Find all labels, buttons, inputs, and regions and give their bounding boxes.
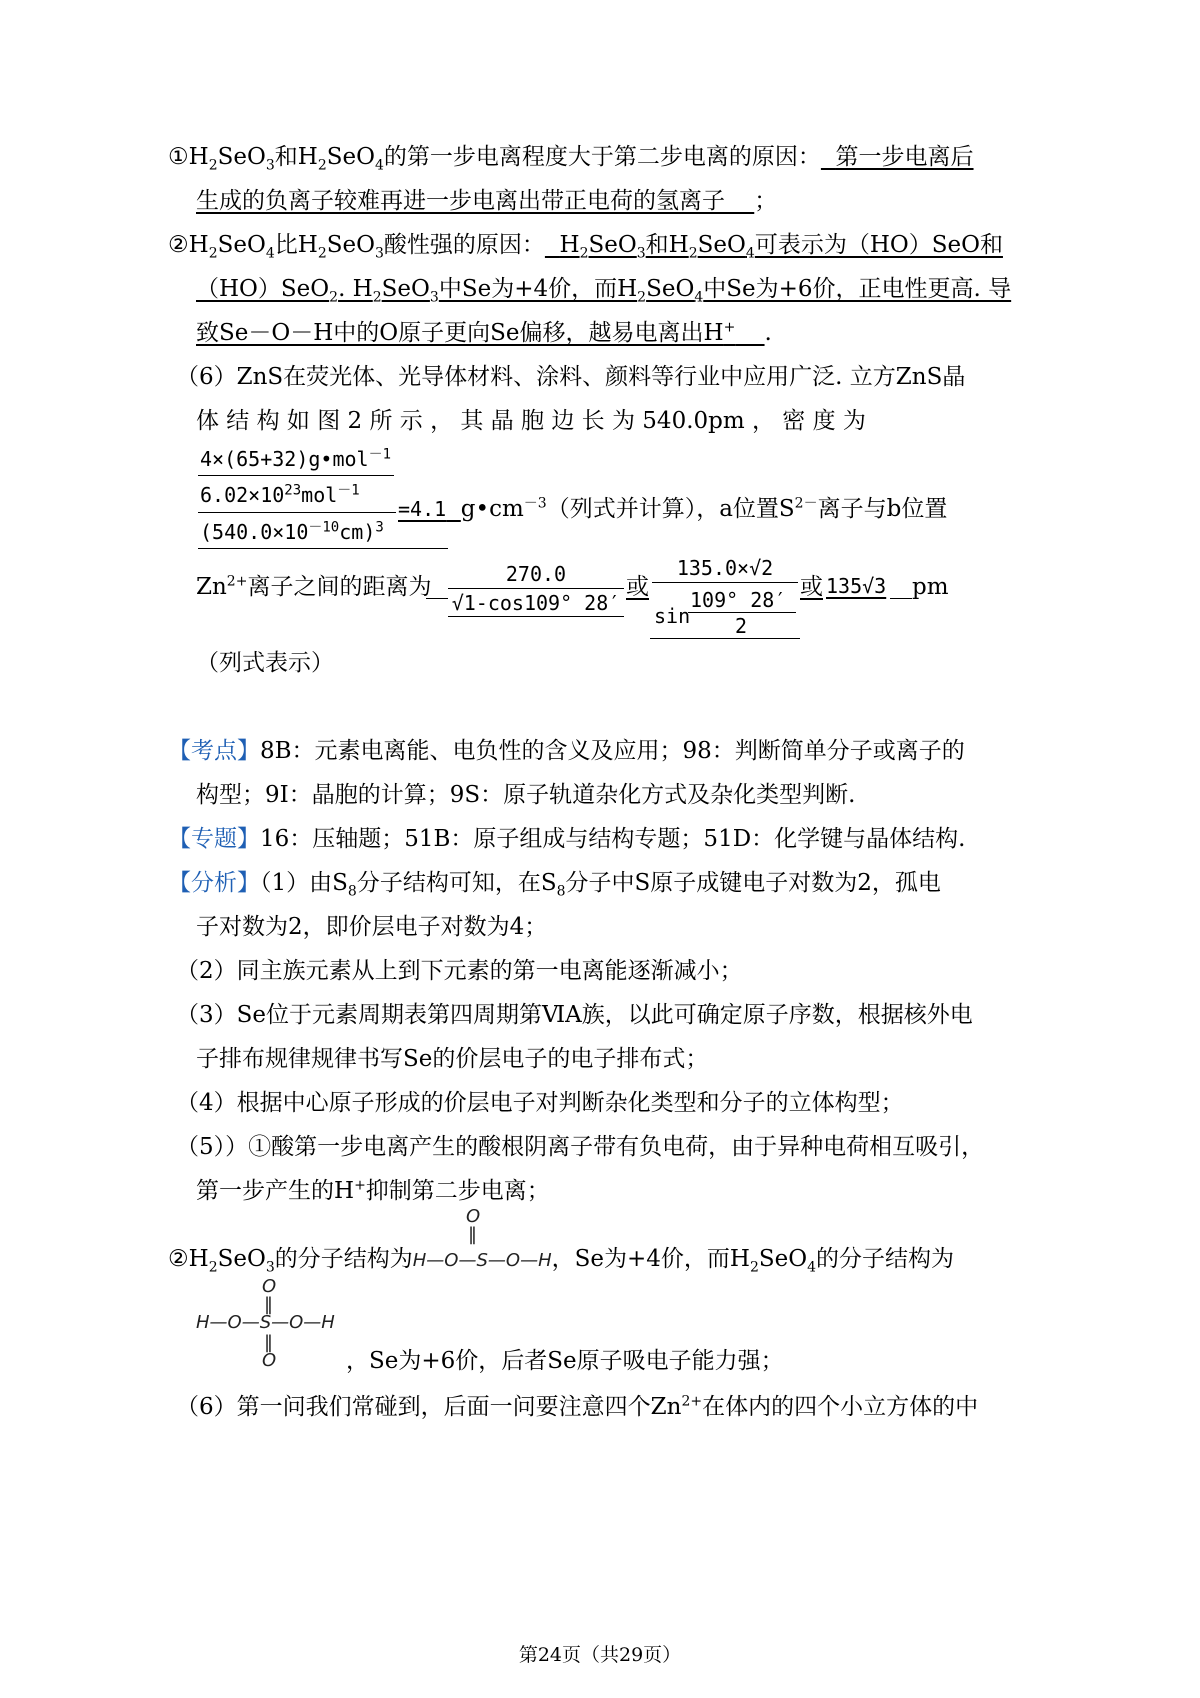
text-line: （6）第一问我们常碰到，后面一问要注意四个$Zn^{2+}$在体内的四个小立方体的中 bbox=[176, 1393, 979, 1420]
fraction-bar bbox=[198, 512, 396, 513]
text-line: （2）同主族元素从上到下元素的第一电离能逐渐减小； bbox=[176, 958, 743, 984]
text-line: （5））①酸第一步电离产生的酸根阴离子带有负电荷，由于异种电荷相互吸引， bbox=[176, 1134, 985, 1160]
text-line: 第一步产生的H+抑制第二步电离； bbox=[196, 1177, 550, 1204]
text-line: $Zn^{2+}$离子之间的距离为 bbox=[196, 573, 432, 600]
answer-blank: 致Se－O－H中的O原子更向Se偏移，越易电离出H+ bbox=[196, 319, 736, 346]
structure-h2seo3-double-bond: ‖ bbox=[468, 1224, 477, 1245]
text-line: 子排布规律规律书写Se的价层电子的电子排布式； bbox=[196, 1046, 709, 1072]
text-line: 体 结 构 如 图 2 所 示 ， 其 晶 胞 边 长 为 540.0pm ， 密 度 为 bbox=[196, 408, 866, 434]
text-line: $②H_2SeO_4$比$H_2SeO_3$酸性强的原因： $H_2SeO_3$和$H_2SeO_4$可表示为（HO）SeO和 bbox=[168, 232, 1003, 262]
structure-h2seo4-o-bottom: O bbox=[262, 1350, 277, 1371]
text-line: ，Se为+6价，后者Se原子吸电子能力强； bbox=[346, 1348, 784, 1374]
answer-underline bbox=[890, 598, 912, 599]
zhuanti-tag: 【专题】 bbox=[168, 826, 260, 852]
density-formula-middle: $6.02\times 10^{23}mol^{-1}$ bbox=[200, 482, 360, 507]
distance-fraction-2-two: 2 bbox=[735, 614, 748, 638]
answer-blank: 第一步电离后 bbox=[835, 144, 974, 170]
density-formula-numerator: 4×(65+32)g•mol$^{-1}$ bbox=[200, 446, 392, 471]
structure-h2seo4-o-top: O bbox=[262, 1276, 277, 1297]
structure-h2seo3: H—O—S—O—H bbox=[412, 1250, 552, 1271]
text-line: （HO）SeO$_2$. $H_2SeO_3$中Se为+4价，而$H_2SeO_4$中Se为+6价，正电性更高. 导 bbox=[196, 276, 1012, 306]
distance-answer-3: 135√3 bbox=[826, 574, 887, 598]
zhuanti-section: 【专题】16：压轴题；51B：原子组成与结构专题；51D：化学键与晶体结构. bbox=[168, 826, 966, 852]
text-line: 生成的负离子较难再进一步电离出带正电荷的氢离子 ； bbox=[196, 188, 778, 214]
answer-underline bbox=[426, 598, 448, 599]
or-word: 或 bbox=[626, 574, 649, 600]
fraction-bar bbox=[198, 475, 394, 476]
answer-underline bbox=[650, 638, 800, 639]
answer-blank: =4.1 bbox=[398, 497, 447, 521]
structure-h2seo4-double-bond-bottom: ‖ bbox=[264, 1332, 273, 1353]
text-line: $②H_2SeO_3$的分子结构为H—O—S—O—H，Se为+4价，而$H_2SeO_4$的分子结构为 bbox=[168, 1246, 955, 1276]
unit-pm: pm bbox=[912, 574, 949, 600]
text-line: （4）根据中心原子形成的价层电子对判断杂化类型和分子的立体构型； bbox=[176, 1090, 904, 1116]
text-line: $①H_2SeO_3$和$H_2SeO_4$的第一步电离程度大于第二步电离的原因： 第一步电离后 bbox=[168, 144, 974, 174]
text-line: （3）Se位于元素周期表第四周期第ⅥA族，以此可确定原子序数，根据核外电 bbox=[176, 1002, 973, 1028]
distance-fraction-1: 270.0 √1-cos109° 28′ bbox=[448, 562, 624, 615]
answer-blank: $H_2SeO_3$和$H_2SeO_4$可表示为（HO）SeO和 bbox=[559, 232, 1003, 262]
answer-underline bbox=[448, 616, 624, 617]
answer-blank: 生成的负离子较难再进一步电离出带正电荷的氢离子 bbox=[196, 188, 725, 214]
fenxi-section: 【分析】（1）由$S_8$分子结构可知，在$S_8$分子中S原子成键电子对数为2，孤电 bbox=[168, 870, 941, 900]
structure-h2seo3-o: O bbox=[466, 1206, 481, 1227]
density-result-line: =4.1 $g•cm^{-3}$（列式并计算），a位置$S^{2-}$离子与b位置 bbox=[398, 495, 948, 522]
kaodian-tag: 【考点】 bbox=[168, 738, 260, 764]
kaodian-section: 【考点】8B：元素电离能、电负性的含义及应用；98：判断简单分子或离子的 bbox=[168, 738, 965, 764]
fenxi-tag: 【分析】 bbox=[168, 870, 260, 896]
distance-fraction-2: 135.0×√2 bbox=[652, 556, 798, 585]
text-line: （列式表示） bbox=[196, 650, 334, 676]
fraction-bar bbox=[688, 612, 796, 613]
text-line: 致Se－O－H中的O原子更向Se偏移，越易电离出H+ . bbox=[196, 319, 772, 346]
page-footer: 第24页（共29页） bbox=[518, 1644, 682, 1666]
structure-h2seo4: H—O—S—O—H bbox=[196, 1312, 335, 1333]
distance-fraction-2-angle: 109° 28′ bbox=[690, 588, 787, 612]
text-line: 构型；9I：晶胞的计算；9S：原子轨道杂化方式及杂化类型判断. bbox=[196, 782, 856, 808]
density-formula-denominator: $(540.0\times 10^{-10}cm)^3$ bbox=[200, 519, 384, 544]
text-line: （6）ZnS在荧光体、光导体材料、涂料、颜料等行业中应用广泛. 立方ZnS晶 bbox=[176, 364, 966, 390]
text-line: 子对数为2，即价层电子对数为4； bbox=[196, 914, 548, 940]
distance-fraction-2-sin: sin bbox=[654, 604, 691, 628]
answer-underline bbox=[198, 548, 448, 549]
or-word: 或 bbox=[800, 574, 823, 600]
structure-h2seo4-double-bond-top: ‖ bbox=[264, 1294, 273, 1315]
